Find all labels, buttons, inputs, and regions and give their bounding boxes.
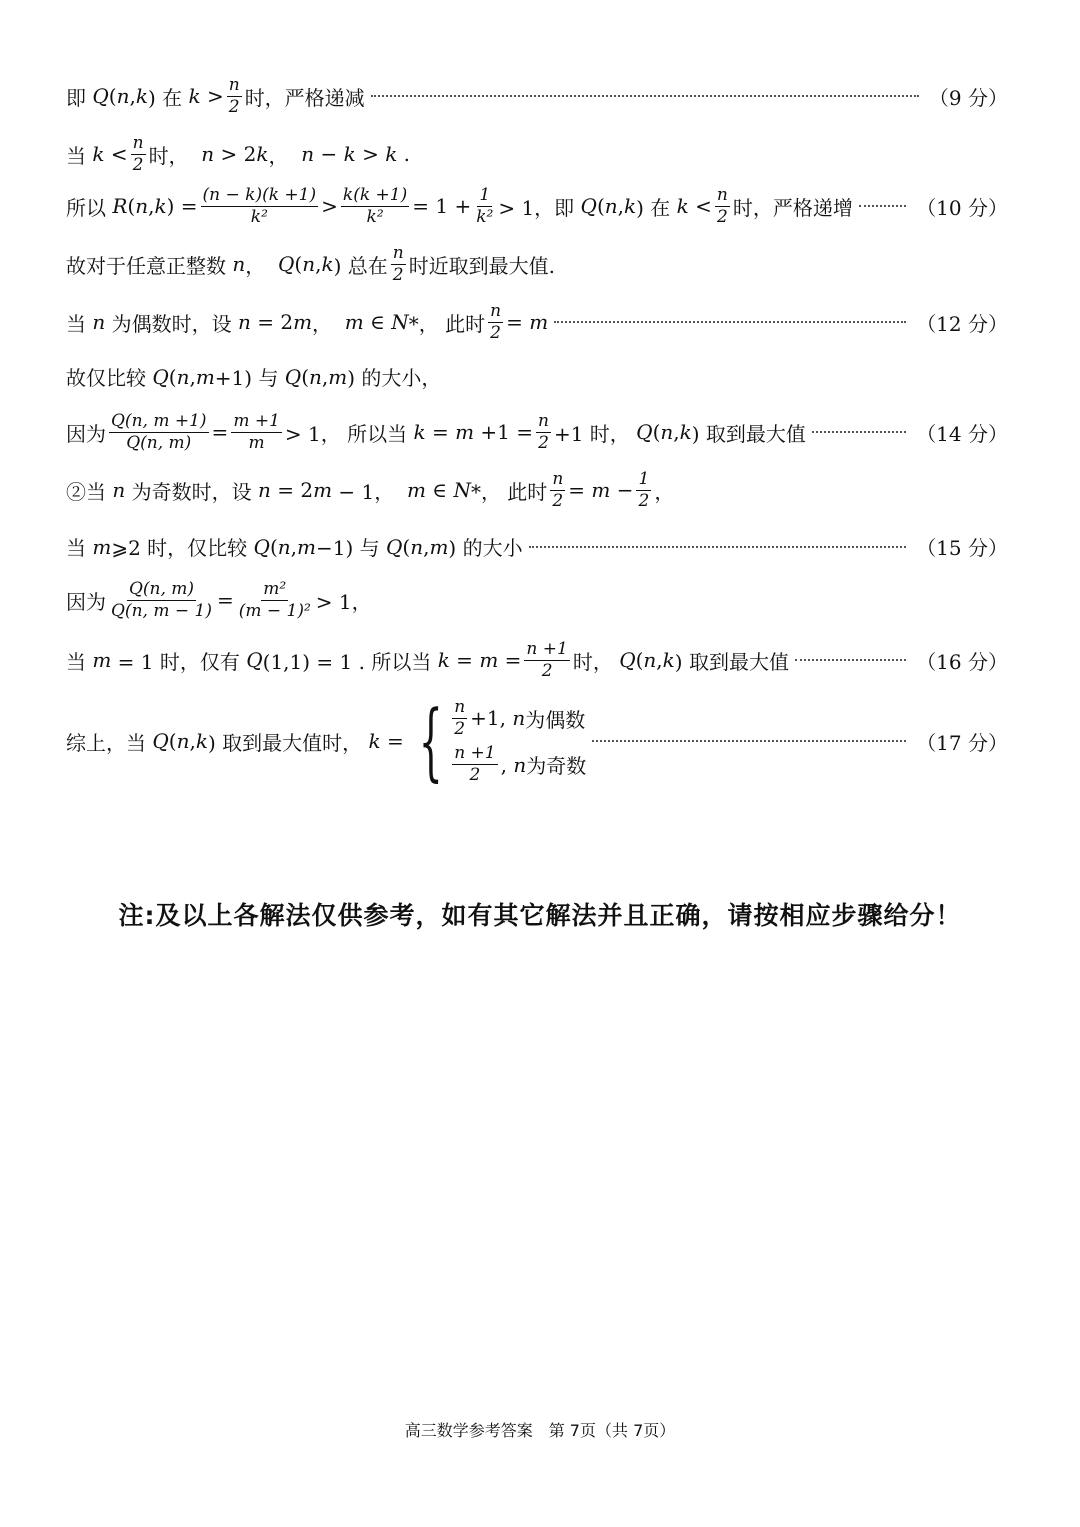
line-text: 即 Q ( n , k ) 在 k > $\frac{n}{2}$ 时，严格递减 [66,75,365,117]
solution-line-2 [66,134,1008,174]
solution-line-10 [66,580,1008,620]
line-text: 故仅比较 Q ( n , m +1) 与 Q ( n , m ) 的大小， [66,364,442,390]
leader-dots [371,95,919,97]
score-label: （14 分） [916,421,1008,446]
score-label: （16 分） [916,649,1008,674]
solution-line-7 [66,412,1008,452]
leader-dots [592,740,906,742]
solution-line-12 [66,692,1008,791]
leader-dots [795,659,906,661]
solution-line-9 [66,532,1008,561]
score-label: （9 分） [928,85,1008,110]
leader-dots [554,321,906,323]
line-text: 当 m ⩾2 时，仅比较 Q ( n , m −1) 与 Q ( n , m ) 的大小 [66,534,523,560]
cases-brace: { $\frac{n}{2}$ +1, n 为偶数 $\frac{n +1}{2}$ , n 为奇数 [418,692,587,791]
solution-line-4 [66,244,1008,284]
solution-line-6 [66,362,1008,391]
solution-line-8 [66,470,1008,510]
line-text: 综上，当 Q ( n , k ) 取到最大值时， k = { $\frac{n}{2}$ +1, n 为偶数 $\frac{n +1}{2}$ , n 为奇数 [66,692,587,791]
page-footer: 高三数学参考答案 第 7页（共 7页） [404,1421,676,1440]
solution-line-11 [66,640,1008,680]
line-text: 因为 $\frac{Q(n, m +1)}{Q(n, m)}$ = $\frac{m +1}{m}$ > 1， 所以当 k = m +1 = $\frac{n}{2}$ +1 时， Q ( n , k ) 取到最大值 [66,411,806,453]
leader-dots [859,205,906,207]
line-text: ②当 n 为奇数时，设 n = 2 m − 1， m ∈ N *， 此时 $\frac{n}{2}$ = m − $\frac{1}{2}$ ， [66,469,675,511]
line-text: 当 k < $\frac{n}{2}$ 时， n > 2 k ， n − k > k . [66,133,411,175]
score-label: （10 分） [916,195,1008,220]
solution-line-5 [66,302,1008,342]
line-text: 当 n 为偶数时，设 n = 2 m ， m ∈ N *， 此时 $\frac{n}{2}$ = m [66,301,549,343]
score-label: （12 分） [916,311,1008,336]
grading-note: 注:及以上各解法仅供参考，如有其它解法并且正确，请按相应步骤给分！ [118,901,962,930]
score-label: （15 分） [916,536,1008,560]
line-text: 所以 R ( n , k ) = $\frac{(n - k)(k +1)}{\text{k²}}$ > $\frac{k(k +1)}{\text{k²}}$ = 1 + $\frac{1}{\text{k²}}$ > 1，即 Q ( n , k ) 在 k < $\frac{n}{2}$ 时，严格递增 [66,185,853,227]
leader-dots [529,546,907,548]
solution-line-1 [66,76,1008,116]
leader-dots [812,431,906,433]
score-label: （17 分） [916,730,1008,755]
line-text: 当 m = 1 时，仅有 Q (1,1) = 1 . 所以当 k = m = $\frac{n +1}{2}$ 时， Q ( n , k ) 取到最大值 [66,639,789,681]
line-text: 因为 $\frac{Q(n, m)}{Q(n, m - 1)}$ = $\frac{\text{m²}}{\text{(m − 1)²}}$ > 1， [66,579,372,621]
solution-line-3 [66,186,1008,226]
line-text: 故对于任意正整数 n ， Q ( n , k ) 总在 $\frac{n}{2}$ 时近取到最大值. [66,243,556,285]
